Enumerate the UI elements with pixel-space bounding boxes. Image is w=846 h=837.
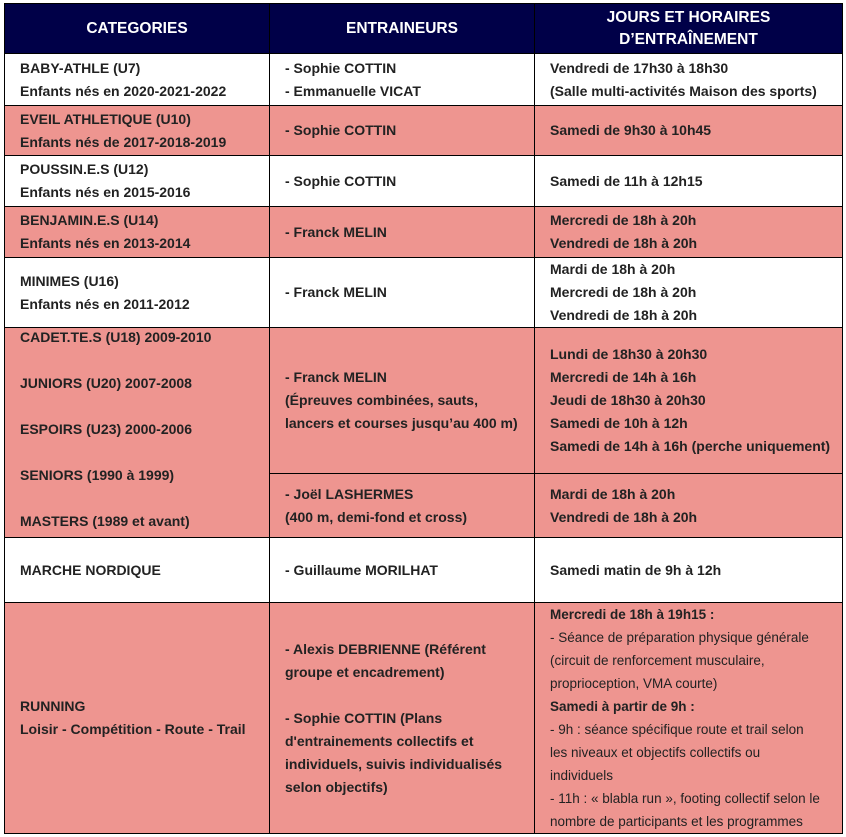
coach-role: d'entrainements collectifs et (285, 732, 474, 749)
coach-name: - Alexis DEBRIENNE (Référent (285, 640, 486, 657)
schedule-line: Mardi de 18h à 20h (550, 261, 676, 277)
category-years: Enfants nés en 2015-2016 (20, 184, 191, 200)
schedule-line: Lundi de 18h30 à 20h30 (550, 346, 708, 362)
schedule-cell (535, 207, 843, 258)
schedule-cell (535, 106, 843, 156)
schedule-cell (535, 258, 843, 328)
coach-cell (270, 258, 535, 328)
coach-cell (270, 474, 535, 538)
schedule-cell (535, 538, 843, 603)
schedule-line: Vendredi de 18h à 20h (550, 508, 698, 525)
category-cell (5, 603, 270, 834)
category-years: Enfants nés de 2017-2018-2019 (20, 133, 227, 150)
coach-specialty: (Épreuves combinées, sauts, (285, 392, 478, 408)
schedule-line: (Salle multi-activités Maison des sports) (550, 82, 817, 99)
schedule-cell (535, 474, 843, 538)
coach-name: - Guillaume MORILHAT (285, 561, 438, 578)
schedule-line: Samedi de 10h à 12h (550, 415, 688, 431)
coach-cell (270, 156, 535, 207)
schedule-line: Mardi de 18h à 20h (550, 485, 676, 502)
coach-name: - Franck MELIN (285, 284, 387, 300)
category-years: Enfants nés en 2020-2021-2022 (20, 82, 227, 99)
coach-name: - Sophie COTTIN (285, 122, 397, 138)
header-categories: CATEGORIES (5, 4, 270, 54)
schedule-cell (535, 603, 843, 834)
schedule-cell (535, 54, 843, 106)
schedule-line: Samedi de 11h à 12h15 (550, 172, 703, 189)
category-cell (5, 328, 270, 538)
coach-specialty: lancers et courses jusqu’au 400 m) (285, 415, 518, 431)
schedule-detail: individuels (550, 768, 614, 783)
table-row-minimes (5, 258, 843, 328)
table-row-eveil-athletique (5, 106, 843, 156)
coach-cell (270, 328, 535, 474)
category-years: Enfants nés en 2011-2012 (20, 295, 190, 312)
category-name: MARCHE NORDIQUE (20, 561, 161, 578)
schedule-detail: - 11h : « blabla run », footing collectif selon le (550, 791, 820, 806)
coach-name: - Emmanuelle VICAT (285, 82, 421, 99)
table-row-baby-athle (5, 54, 843, 106)
table-row-marche-nordique (5, 538, 843, 603)
coach-name: - Sophie COTTIN (Plans (285, 709, 443, 726)
coach-name: - Franck MELIN (285, 369, 387, 385)
category-cell (5, 538, 270, 603)
schedule-detail: les niveaux et objectifs collectifs ou (550, 745, 761, 760)
schedule-day-title: Mercredi de 18h à 19h15 : (550, 607, 715, 622)
category-name: MINIMES (U16) (20, 272, 119, 289)
coach-cell (270, 106, 535, 156)
category-name: BABY-ATHLE (U7) (20, 59, 141, 76)
coach-role: groupe et encadrement) (285, 663, 445, 680)
schedule-detail: - 9h : séance spécifique route et trail selon (550, 722, 804, 737)
header-schedule-line2: D’ENTRAÎNEMENT (619, 30, 758, 48)
coach-cell (270, 207, 535, 258)
schedule-line: Mercredi de 14h à 16h (550, 369, 697, 385)
training-schedule-table (4, 3, 843, 834)
category-name: POUSSIN.E.S (U12) (20, 161, 149, 177)
coach-name: - Sophie COTTIN (285, 172, 397, 189)
category-subtitle: Loisir - Compétition - Route - Trail (20, 721, 246, 737)
schedule-day-title: Samedi à partir de 9h : (550, 699, 695, 714)
category-cell (5, 207, 270, 258)
category-cell (5, 106, 270, 156)
table-row-adults-sprint-group (5, 328, 843, 474)
schedule-detail: - Séance de préparation physique générale (550, 630, 809, 645)
category-name: RUNNING (20, 698, 86, 714)
category-name: EVEIL ATHLETIQUE (U10) (20, 110, 191, 127)
category-cell (5, 54, 270, 106)
schedule-line: Vendredi de 17h30 à 18h30 (550, 59, 729, 76)
category-cell (5, 258, 270, 328)
category-name: BENJAMIN.E.S (U14) (20, 212, 159, 228)
coach-name: - Joël LASHERMES (285, 485, 414, 502)
table-header-row (5, 4, 843, 54)
table-row-poussins (5, 156, 843, 207)
table-row-benjamins (5, 207, 843, 258)
coach-cell (270, 603, 535, 834)
category-name: SENIORS (1990 à 1999) (20, 467, 175, 483)
schedule-line: Samedi de 14h à 16h (perche uniquement) (550, 438, 831, 454)
schedule-line: Samedi matin de 9h à 12h (550, 561, 722, 578)
category-cell (5, 156, 270, 207)
schedule-line: Samedi de 9h30 à 10h45 (550, 122, 712, 138)
coach-cell (270, 538, 535, 603)
schedule-line: Mercredi de 18h à 20h (550, 284, 697, 300)
schedule-cell (535, 328, 843, 474)
coach-name: - Sophie COTTIN (285, 59, 397, 76)
table-row-running (5, 603, 843, 834)
category-name: CADET.TE.S (U18) 2009-2010 (20, 329, 212, 345)
schedule-detail: (circuit de renforcement musculaire, (550, 653, 765, 668)
schedule-line: Mercredi de 18h à 20h (550, 212, 697, 228)
header-schedule (535, 4, 843, 54)
schedule-line: Vendredi de 18h à 20h (550, 307, 698, 323)
category-years: Enfants nés en 2013-2014 (20, 235, 191, 251)
schedule-line: Jeudi de 18h30 à 20h30 (550, 392, 706, 408)
schedule-detail: proprioception, VMA courte) (550, 676, 718, 691)
coach-role: selon objectifs) (285, 778, 388, 795)
category-name: MASTERS (1989 et avant) (20, 513, 190, 529)
header-schedule-line1: JOURS ET HORAIRES (606, 8, 771, 26)
category-name: JUNIORS (U20) 2007-2008 (20, 375, 192, 391)
schedule-line: Vendredi de 18h à 20h (550, 235, 698, 251)
schedule-detail: nombre de participants et les programmes (550, 814, 803, 829)
category-name: ESPOIRS (U23) 2000-2006 (20, 421, 192, 437)
schedule-cell (535, 156, 843, 207)
coach-cell (270, 54, 535, 106)
coach-name: - Franck MELIN (285, 223, 387, 240)
coach-role: individuels, suivis individualisés (285, 755, 503, 772)
coach-specialty: (400 m, demi-fond et cross) (285, 508, 468, 525)
header-coaches: ENTRAINEURS (270, 4, 535, 54)
